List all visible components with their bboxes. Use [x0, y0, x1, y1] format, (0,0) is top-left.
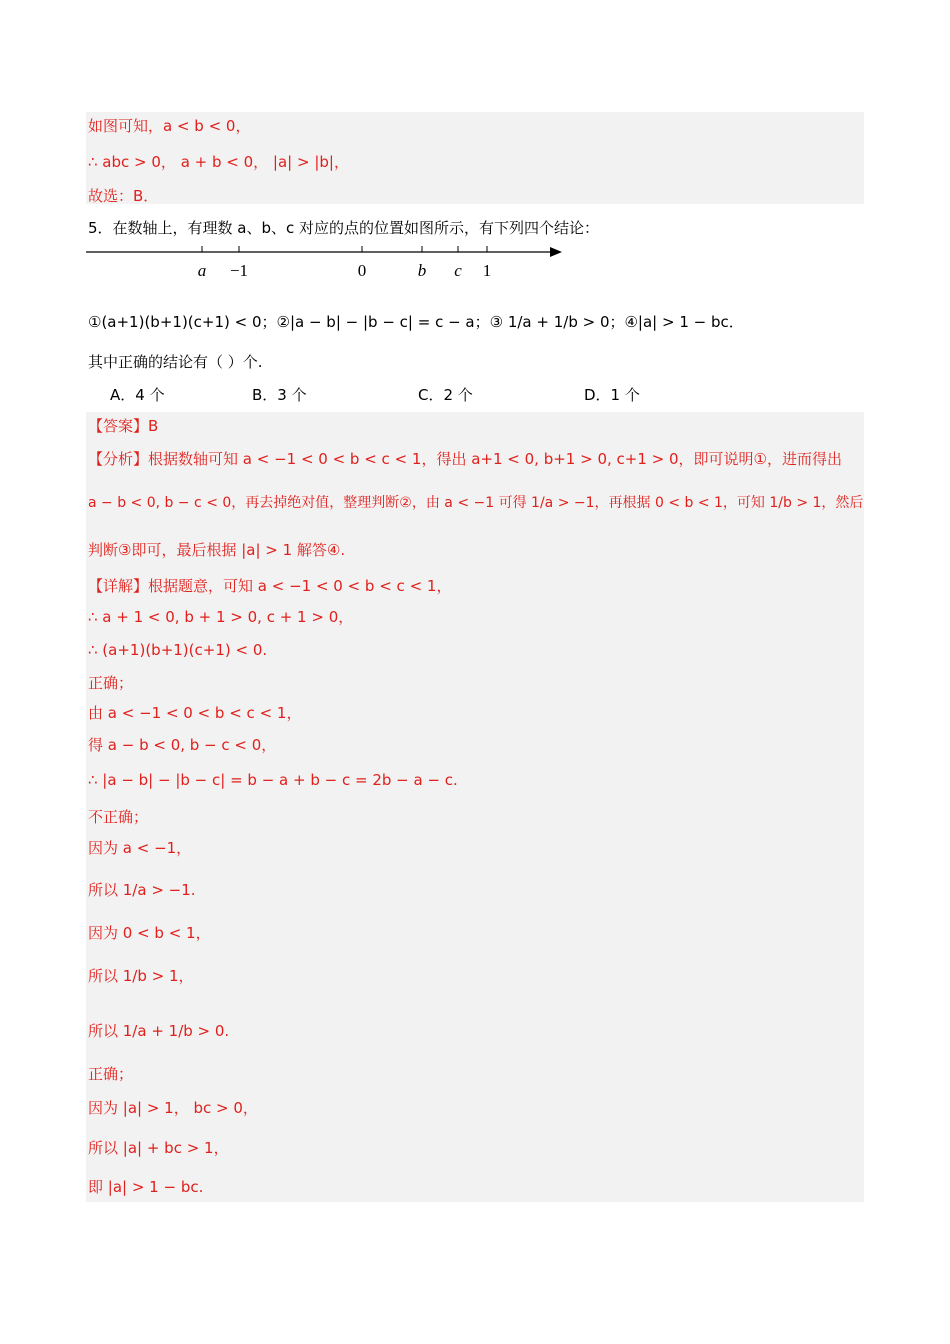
label-neg1: −1: [229, 261, 249, 280]
analysis-line-1: 【分析】根据数轴可知 a < −1 < 0 < b < c < 1，得出 a+1 < 0, b+1 > 0, c+1 > 0，即可说明①，进而得出: [88, 450, 842, 468]
prev-line-1: 如图可知，a < b < 0，: [88, 117, 251, 135]
option-b: B．3 个: [252, 386, 307, 404]
detail-line-16: 所以 |a| + bc > 1，: [88, 1139, 229, 1157]
answer-line: 【答案】B: [88, 417, 159, 435]
option-a: A．4 个: [110, 386, 165, 404]
option-d: D．1 个: [584, 386, 640, 404]
label-b: b: [417, 261, 427, 280]
detail-line-10: 所以 1/a > −1.: [88, 881, 196, 899]
detail-line-2: ∴ a + 1 < 0, b + 1 > 0, c + 1 > 0，: [88, 608, 354, 626]
detail-line-11: 因为 0 < b < 1，: [88, 924, 211, 942]
number-line: [86, 240, 566, 284]
detail-line-5: 由 a < −1 < 0 < b < c < 1，: [88, 704, 302, 722]
detail-line-3: ∴ (a+1)(b+1)(c+1) < 0.: [88, 641, 268, 659]
statements: ①(a+1)(b+1)(c+1) < 0；②|a − b| − |b − c| = c − a；③ 1/a + 1/b > 0；④|a| > 1 − bc．: [88, 313, 744, 331]
detail-line-8: 不正确；: [88, 808, 149, 826]
detail-line-13: 所以 1/a + 1/b > 0.: [88, 1022, 230, 1040]
detail-line-9: 因为 a < −1，: [88, 839, 192, 857]
detail-line-4: 正确；: [88, 674, 134, 692]
analysis-line-3: 判断③即可，最后根据 |a| > 1 解答④.: [88, 541, 346, 559]
question-prompt: 其中正确的结论有（ ）个.: [88, 353, 263, 371]
detail-line-1: 【详解】根据题意，可知 a < −1 < 0 < b < c < 1，: [88, 577, 452, 595]
detail-line-7: ∴ |a − b| − |b − c| = b − a + b − c = 2b − a − c.: [88, 771, 458, 789]
detail-line-12: 所以 1/b > 1，: [88, 967, 194, 985]
detail-line-6: 得 a − b < 0, b − c < 0，: [88, 736, 277, 754]
solution-block: [86, 412, 864, 1202]
option-c: C．2 个: [418, 386, 473, 404]
detail-line-15: 因为 |a| > 1， bc > 0，: [88, 1099, 258, 1117]
prev-line-2: ∴ abc > 0， a + b < 0， |a| > |b|，: [88, 153, 349, 171]
label-a: a: [197, 261, 207, 280]
prev-line-3: 故选：B．: [88, 187, 159, 205]
axis-arrow: [550, 247, 562, 257]
label-1: 1: [482, 261, 492, 280]
label-0: 0: [357, 261, 367, 280]
analysis-line-2: a − b < 0, b − c < 0，再去掉绝对值，整理判断②，由 a < −1 可得 1/a > −1，再根据 0 < b < 1，可知 1/b > 1，然后: [88, 495, 864, 511]
question-stem: 5．在数轴上，有理数 a、b、c 对应的点的位置如图所示，有下列四个结论：: [88, 219, 600, 237]
detail-line-17: 即 |a| > 1 − bc.: [88, 1178, 204, 1196]
label-c: c: [454, 261, 462, 280]
detail-line-14: 正确；: [88, 1065, 134, 1083]
